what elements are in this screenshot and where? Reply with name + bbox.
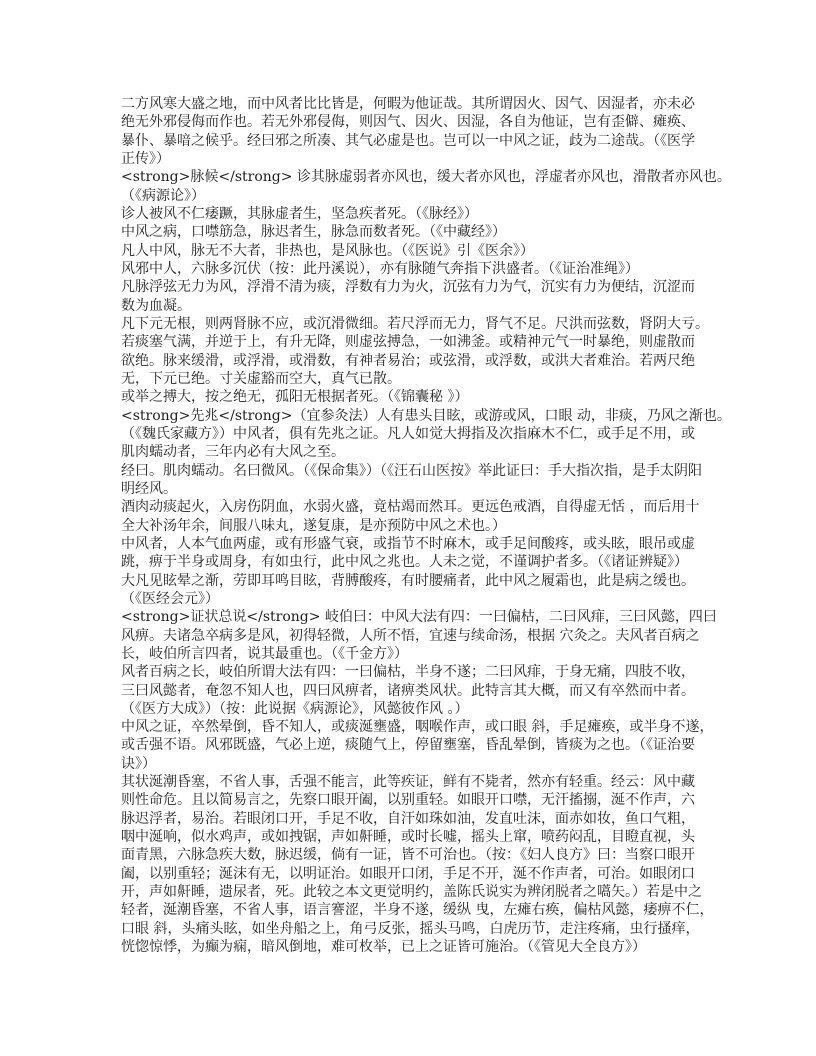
text-line: 轻者，涎潮昏塞，不省人事，语言謇涩，半身不遂，缓纵 曳，左瘫右痪，偏枯风懿，痿痹不仁，: [121, 902, 714, 919]
text-line: 咽中涎响，似水鸡声，或如拽锯，声如鼾睡，或时长嘘，摇头上窜，喷药闷乱，目瞪直视，头: [121, 829, 695, 846]
paragraph: [121, 223, 711, 241]
paragraph: [121, 407, 731, 462]
paragraph: [121, 278, 711, 315]
text-line: 则性命危。且以简易言之，先察口眼开阖，以别重轻。如眼开口噤，无汗搐搦，涎不作声，六: [121, 792, 695, 809]
text-line: （《医经会元》）: [121, 590, 219, 607]
text-line: 全大补汤年余，间服八味丸，遂复康，是亦预防中风之术也。）: [121, 517, 506, 534]
document-body: [121, 95, 731, 956]
text-line: 中风之证，卒然晕倒，昏不知人，或痰涎壅盛，咽喉作声，或口眼 斜，手足瘫痪，或半身不遂，: [121, 719, 714, 736]
paragraph: [121, 95, 711, 168]
text-line: 诊人被风不仁痿蹶，其脉虚者生，坚急疾者死。（《脉经》）: [121, 205, 478, 222]
text-line: 二方风寒大盛之地，而中风者比比皆是，何暇为他证哉。其所谓因火、因气、因湿者，亦未必: [121, 96, 695, 112]
paragraph: [121, 205, 711, 223]
text-line: <strong>脉候</strong> 诊其脉虚弱者亦风也，缓大者亦风也，浮虚者亦风也，滑散者亦风也。: [121, 169, 731, 186]
text-line: （《医方大成》）（按：此说据《病源论》，风懿彼作风 。）: [121, 700, 469, 717]
text-line: 阖，以别重轻；涎沫有无，以明证治。如眼开口闭，手足不开，涎不作声者，可治。如眼闭口: [121, 865, 695, 882]
text-line: 风痹。夫诸急卒病多是风，初得轻微，人所不悟，宜速与续命汤，根据 穴灸之。夫风者百病之: [121, 627, 700, 644]
text-line: 风者百病之长，岐伯所谓大法有四：一曰偏枯，半身不遂；二曰风痱，于身无痛，四肢不收，: [121, 664, 695, 681]
paragraph: [121, 462, 711, 499]
text-line: 或举之搏大，按之绝无，孤阳无根据者死。（《锦囊秘 》）: [121, 389, 469, 406]
paragraph: [121, 608, 717, 663]
text-line: （《病源论》）: [121, 187, 205, 204]
paragraph: [121, 498, 711, 535]
text-line: 三曰风懿者，奄忽不知人也，四曰风痹者，诸痹类风状。此特言其大概，而又有卒然而中者。: [121, 682, 695, 699]
text-line: 绝无外邪侵侮而作也。若无外邪侵侮，则因气、因火、因湿，各自为他证，岂有歪僻、瘫痪、: [121, 114, 695, 131]
paragraph: [121, 535, 711, 572]
paragraph: [121, 773, 714, 956]
paragraph: [121, 663, 711, 718]
text-line: 欲绝。脉来缓滑，或浮滑，或滑数，有神者易治；或弦滑，或浮数，或洪大者难治。若两尺绝: [121, 352, 695, 369]
text-line: 长，岐伯所言四者，说其最重也。（《千金方》）: [121, 645, 408, 662]
text-line: 中风者，人本气血两虚，或有形盛气衰，或指节不时麻木，或手足间酸疼，或头眩，眼吊或虚: [121, 535, 695, 552]
text-line: 凡下元无根，则两肾脉不应，或沉滑微细。若尺浮而无力，肾气不足。尺洪而弦数，肾阴大亏。: [121, 315, 709, 332]
paragraph: [121, 168, 731, 205]
text-line: 中风之病，口噤筋急，脉迟者生，脉急而数者死。（《中藏经》）: [121, 224, 506, 241]
text-line: 数为血凝。: [121, 297, 191, 314]
paragraph: [121, 260, 711, 278]
text-line: 脉迟浮者，易治。若眼闭口开，手足不收，自汗如珠如油，发直吐沫，面赤如妆，鱼口气粗，: [121, 810, 695, 827]
text-line: 跳，痹于半身或周身，有如虫行，此中风之兆也。人未之觉，不谨调护者多。（《诸证辨疑》）: [121, 554, 688, 571]
text-line: 明经风。: [121, 480, 177, 497]
text-line: 面青黑，六脉急疾大数，脉迟缓，倘有一证，皆不可治也。（按：《妇人良方》曰：当察口眼开: [121, 847, 695, 864]
text-line: 开，声如鼾睡，遗尿者，死。此较之本文更觉明约，盖陈氏说实为辨闭脱者之嚆矢。）若是中之: [121, 884, 702, 901]
text-line: 凡脉浮弦无力为风，浮滑不清为痰，浮数有力为火，沉弦有力为气，沉实有力为便结，沉涩而: [121, 279, 695, 296]
paragraph: [121, 718, 714, 773]
text-line: 肌肉蠕动者，三年内必有大风之至。: [121, 444, 345, 461]
text-line: 口眼 斜，头痛头眩，如坐舟船之上，角弓反张，摇头马鸣，白虎历节，走注疼痛，虫行搔痒，: [121, 920, 700, 937]
paragraph: [121, 572, 711, 609]
text-line: 其状涎潮昏塞，不省人事，舌强不能言，此等疾证，鲜有不毙者，然亦有轻重。经云：风中藏: [121, 774, 695, 791]
paragraph: [121, 242, 711, 260]
text-line: 恍惚惊悸，为癫为痫，暗风倒地，难可枚举，已上之证皆可施治。（《管见大全良方》）: [121, 939, 646, 956]
text-line: 暴仆、暴喑之候乎。经曰邪之所凑、其气必虚是也。岂可以一中风之证，歧为二途哉。（《医学: [121, 132, 695, 149]
text-line: 正传》）: [121, 150, 170, 167]
text-line: 经曰。肌肉蠕动。名曰微风。（《保命集》）（《汪石山医按》举此证曰：手大指次指，是手太阴阳: [121, 462, 702, 479]
text-line: <strong>先兆</strong>（宜参灸法）人有患头目眩，或游或风，口眼 动，非痰，乃风之渐也。: [121, 407, 731, 424]
text-line: 若痰塞气满，并逆于上，有升无降，则虚弦搏急，一如沸釜。或精神元气一时暴绝，则虚散而: [121, 334, 695, 351]
text-line: 大凡见眩晕之渐，劳即耳鸣目眩，背膊酸疼，有时腰痛者，此中风之履霜也，此是病之缓也。: [121, 572, 695, 589]
text-line: 或舌强不语。风邪既盛，气必上逆，痰随气上，停留壅塞，昏乱晕倒，皆痰为之也。（《证治要: [121, 737, 695, 754]
text-line: 酒肉动痰起火，入房伤阴血，水弱火盛，竟枯竭而然耳。更远色戒酒，自得虚无恬 ，而后用十: [121, 499, 700, 516]
text-line: 凡人中风，脉无不大者，非热也，是风脉也。（《医说》引《医余》）: [121, 242, 534, 259]
paragraph: [121, 388, 711, 406]
paragraph: [121, 315, 711, 388]
text-line: <strong>证状总说</strong> 岐伯曰：中风大法有四：一曰偏枯，二曰风痱，三曰风懿，四曰: [121, 609, 717, 626]
text-line: 无，下元已绝。寸关虚豁而空大，真气已散。: [121, 370, 401, 387]
text-line: （《魏氏家藏方》）中风者，俱有先兆之证。凡人如觉大拇指及次指麻木不仁，或手足不用，或: [121, 425, 695, 442]
text-line: 诀》）: [121, 755, 156, 772]
text-line: 风邪中人，六脉多沉伏（按：此丹溪说），亦有脉随气奔指下洪盛者。（《证治准绳》）: [121, 260, 639, 277]
